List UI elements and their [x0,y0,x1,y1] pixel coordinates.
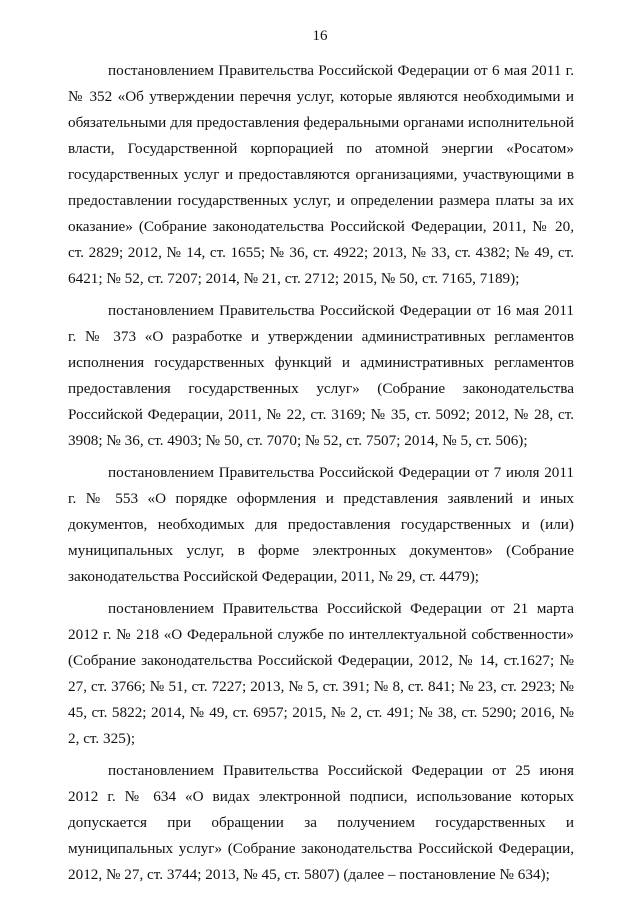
paragraph: постановлением Правительства Российской Федерации от 6 мая 2011 г. № 352 «Об утверждении перечня услуг, которые являются необходимыми и обязательными для предоставления федеральными органами исполнительной власти, Государственной корпорацией по атомной энергии «Росатом» государственных услуг и предоставляются организациями, участвующими в предоставлении государственных услуг, и определении размера платы за их оказание» (Собрание законодательства Российской Федерации, 2011, № 20, ст. 2829; 2012, № 14, ст. 1655; № 36, ст. 4922; 2013, № 33, ст. 4382; № 49, ст. 6421; № 52, ст. 7207; 2014, № 21, ст. 2712; 2015, № 50, ст. 7165, 7189); [68,62,574,287]
paragraph: постановлением Правительства Российской Федерации от 7 июля 2011 г. № 553 «О порядке оформления и представления заявлений и иных документов, необходимых для предоставления государственных и (или) муниципальных услуг, в форме электронных документов» (Собрание законодательства Российской Федерации, 2011, № 29, ст. 4479); [68,464,574,585]
page-number: 16 [312,28,328,44]
document-body [68,58,574,894]
paragraph: постановлением Правительства Российской Федерации от 25 июня 2012 г. № 634 «О видах электронной подписи, использование которых допускается при обращении за получением государственных и муниципальных услуг» (Собрание законодательства Российской Федерации, 2012, № 27, ст. 3744; 2013, № 45, ст. 5807) (далее – постановление № 634); [68,762,574,883]
paragraph: постановлением Правительства Российской Федерации от 16 мая 2011 г. № 373 «О разработке и утверждении административных регламентов исполнения государственных функций и административных регламентов предоставления государственных услуг» (Собрание законодательства Российской Федерации, 2011, № 22, ст. 3169; № 35, ст. 5092; 2012, № 28, ст. 3908; № 36, ст. 4903; № 50, ст. 7070; № 52, ст. 7507; 2014, № 5, ст. 506); [68,302,574,449]
paragraph: постановлением Правительства Российской Федерации от 21 марта 2012 г. № 218 «О Федеральной службе по интеллектуальной собственности» (Собрание законодательства Российской Федерации, 2012, № 14, ст.1627; № 27, ст. 3766; № 51, ст. 7227; 2013, № 5, ст. 391; № 8, ст. 841; № 23, ст. 2923; № 45, ст. 5822; 2014, № 49, ст. 6957; 2015, № 2, ст. 491; № 38, ст. 5290; 2016, № 2, ст. 325); [68,600,574,747]
